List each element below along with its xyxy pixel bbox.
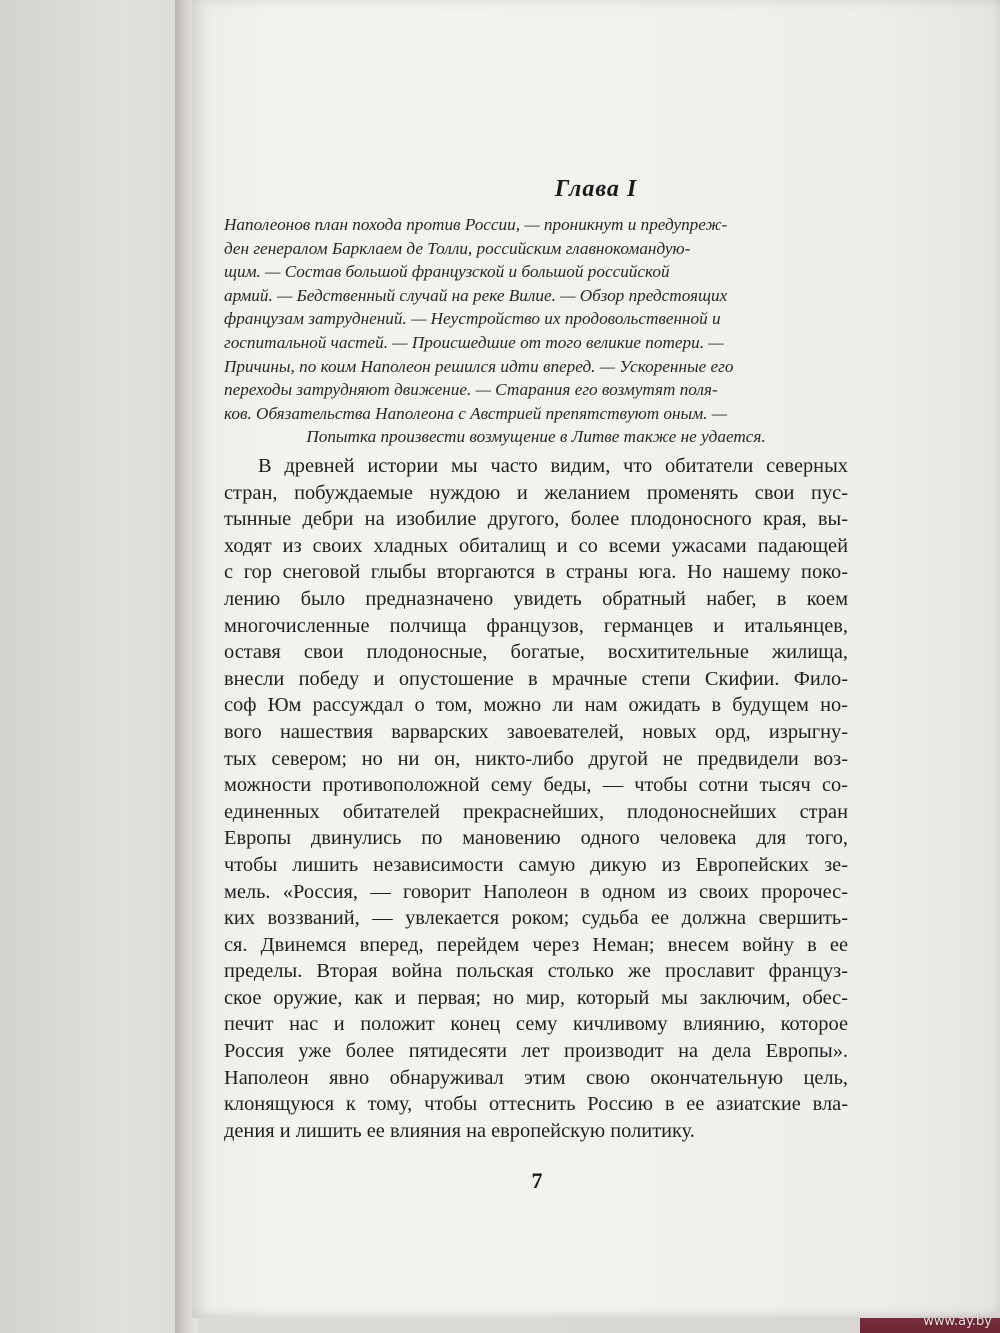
summary-line: армий. — Бедственный случай на реке Вилие. — Обзор предстоящих (224, 285, 728, 305)
body-line: Россия уже более пятидесяти лет производит на дела Европы». (224, 1040, 848, 1063)
body-line: мель. «Россия, — говорит Наполеон в одном из своих пророчес- (224, 880, 848, 903)
summary-line: Попытка произвести возмущение в Литве также не удается. (306, 427, 766, 447)
body-line: тых севером; но ни он, никто-либо другой не предвидели воз- (224, 747, 848, 770)
chapter-title: Глава I (554, 176, 638, 202)
body-line: вого нашествия варварских завоевателей, новых орд, изрыгну- (224, 720, 848, 743)
watermark-text: www.ay.by (923, 1314, 992, 1329)
body-line: клонящуюся к тому, чтобы оттеснить Россию в ее азиатские вла- (224, 1093, 848, 1116)
body-line: ходят из своих хладных обиталищ и со всеми ужасами падающей (224, 534, 848, 557)
summary-line: Причины, по коим Наполеон решился идти вперед. — Ускоренные его (224, 356, 734, 376)
body-line: дения и лишить ее влияния на европейскую политику. (224, 1119, 695, 1142)
body-line: Наполеон явно обнаруживал этим свою окончательную цель, (224, 1066, 848, 1089)
summary-line: щим. — Состав большой французской и большой российской (224, 262, 670, 282)
body-line: В древней истории мы часто видим, что обитатели северных (258, 455, 848, 477)
chapter-summary (224, 213, 848, 449)
body-line: соф Юм рассуждал о том, можно ли нам ожидать в будущем но- (224, 694, 848, 717)
body-line: печит нас и положит конец сему кичливому влиянию, которое (224, 1013, 848, 1036)
body-line: Европы двинулись по мановению одного человека для того, (224, 827, 848, 850)
body-paragraph (224, 453, 848, 1144)
summary-line: Наполеонов план похода против России, — проникнут и предупреж- (224, 215, 728, 234)
body-line: лению было предназначено увидеть обратный набег, в коем (224, 587, 848, 610)
body-line: можности противоположной сему беды, — чтобы сотни тысяч со- (224, 774, 848, 797)
summary-line: ден генералом Барклаем де Толли, российским главнокомандую- (224, 238, 691, 258)
summary-line: переходы затрудняют движение. — Старания его возмутят поля- (224, 380, 718, 400)
page-number: 7 (531, 1168, 543, 1193)
body-line: тынные дебри на изобилие другого, более плодоносного края, вы- (224, 508, 848, 531)
body-line: единенных обитателей прекраснейших, плодоноснейших стран (224, 800, 848, 823)
body-line: пределы. Вторая война польская столько же прославит француз- (224, 960, 848, 983)
summary-line: госпитальной частей. — Происшедшие от того великие потери. — (224, 332, 724, 352)
summary-line: французам затруднений. — Неустройство их продовольственной и (224, 309, 721, 329)
body-line: ся. Двинемся вперед, перейдем через Неман; внесем войну в ее (224, 933, 848, 956)
body-line: ское оружие, как и первая; но мир, который мы заключим, обес- (224, 986, 848, 1009)
body-line: стран, побуждаемые нуждою и желанием променять свои пус- (224, 481, 848, 504)
summary-line: ков. Обязательства Наполеона с Австрией препятствуют оным. — (224, 403, 728, 423)
body-line: многочисленные полчища французов, германцев и итальянцев, (224, 614, 848, 637)
body-line: внесли победу и опустошение в мрачные степи Скифии. Фило- (224, 667, 848, 690)
body-line: с гор снеговой глыбы вторгаются в страны юга. Но нашему поко- (224, 561, 848, 584)
book-page (192, 0, 1000, 1318)
body-line: чтобы лишить независимости самую дикую из Европейских зе- (224, 853, 848, 876)
body-line: ких воззваний, — увлекается роком; судьба ее должна свершить- (224, 907, 848, 930)
body-line: оставя свои плодоносные, богатые, восхитительные жилища, (224, 641, 848, 664)
